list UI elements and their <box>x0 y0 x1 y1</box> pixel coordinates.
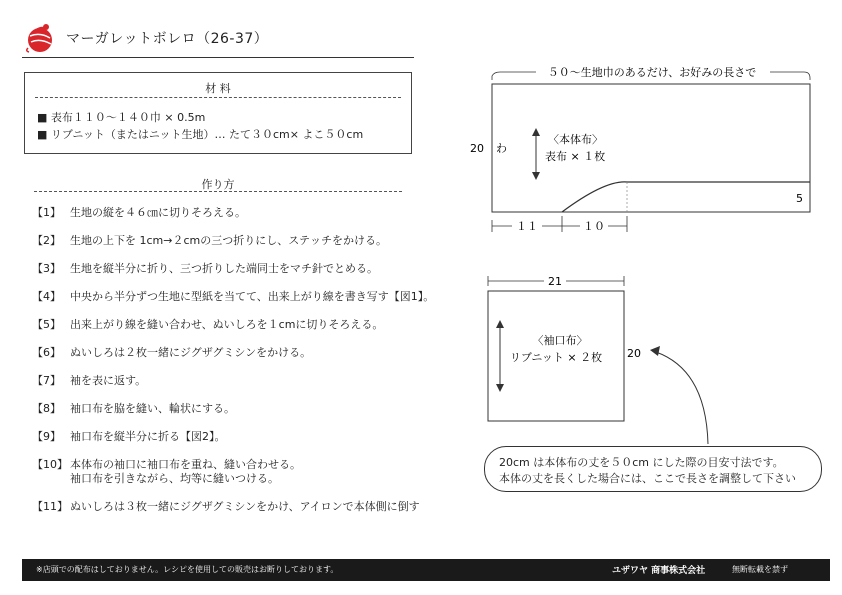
step-text: 出来上がり線を縫い合わせ、ぬいしろを１cmに切りそろえる。 <box>70 318 384 331</box>
materials-heading: 材 料 <box>205 82 231 95</box>
step-text: 生地を縦半分に折り、三つ折りした端同士をマチ針でとめる。 <box>70 262 378 275</box>
dim-right-label: 5 <box>796 192 803 205</box>
step-item <box>32 402 235 416</box>
cuff-height-label: 20 <box>627 347 641 360</box>
step-text: 中央から半分ずつ生地に型紙を当てて、出来上がり線を書き写す【図1】。 <box>70 290 435 303</box>
footer-copyright: 無断転載を禁ず <box>732 565 788 574</box>
step-text: 袖口布を脇を縫い、輪状にする。 <box>70 402 235 415</box>
materials-box <box>24 72 412 154</box>
width-dimension-line <box>770 72 810 80</box>
cuff-piece-diagram <box>488 275 708 444</box>
width-dimension-line <box>492 72 536 80</box>
fold-label: わ <box>496 142 507 155</box>
step-text: ぬいしろは２枚一緒にジグザグミシンをかける。 <box>70 346 312 359</box>
howto-heading: 作り方 <box>201 178 235 191</box>
step-text: 生地の縦を４６㎝に切りそろえる。 <box>70 206 246 219</box>
step-number: 【7】 <box>32 374 61 387</box>
step-item <box>32 206 246 220</box>
step-text: 袖を表に返す。 <box>70 374 147 387</box>
step-text-line: 本体布の袖口に袖口布を重ね、縫い合わせる。 <box>70 458 301 471</box>
step-text <box>70 458 301 486</box>
body-piece-name: 〈本体布〉 <box>548 133 603 146</box>
step-text-line: 袖口布を引きながら、均等に縫いつける。 <box>70 472 279 485</box>
body-piece-desc: 表布 × １枚 <box>545 150 606 163</box>
footer-company: ユザワヤ 商事株式会社 <box>612 566 706 576</box>
howto-divider <box>34 191 402 192</box>
body-height-label: 20 <box>470 142 484 155</box>
cuff-piece-desc: リブニット × ２枚 <box>509 351 603 364</box>
step-item <box>32 234 387 248</box>
step-number: 【11】 <box>32 500 68 513</box>
step-number: 【6】 <box>32 346 61 359</box>
footer-bar <box>22 559 830 581</box>
body-width-label: ５０〜生地巾のあるだけ、お好みの長さで <box>547 66 757 79</box>
step-item <box>32 346 311 360</box>
page-title: マーガレットボレロ（26-37） <box>66 31 269 47</box>
material-item: ■ 表布１１０〜１４０巾 × 0.5m <box>37 111 206 124</box>
step-number: 【8】 <box>32 402 61 415</box>
note-line: 20cm は本体布の丈を５０cm にした際の目安寸法です。 <box>499 456 784 469</box>
step-number: 【3】 <box>32 262 61 275</box>
materials-divider <box>35 97 401 98</box>
note-box <box>484 446 822 492</box>
step-item <box>32 290 434 304</box>
note-line: 本体の丈を長くした場合には、ここで長さを調整して下さい <box>499 472 796 485</box>
step-text: 袖口布を縦半分に折る【図2】。 <box>70 430 226 443</box>
dim-left-label: １１ <box>516 220 538 233</box>
material-item: ■ リブニット（またはニット生地）… たて３０cm× よこ５０cm <box>37 128 364 141</box>
step-item <box>32 262 378 276</box>
step-number: 【9】 <box>32 430 61 443</box>
step-number: 【4】 <box>32 290 61 303</box>
step-text: 生地の上下を 1cm→２cmの三つ折りにし、ステッチをかける。 <box>70 234 388 247</box>
body-piece-outline <box>492 84 810 212</box>
red-yarn-ball-logo <box>22 18 58 54</box>
step-item <box>32 500 420 514</box>
body-piece-diagram <box>470 65 810 233</box>
step-item <box>32 318 383 332</box>
armhole-curve <box>562 182 810 212</box>
step-number: 【5】 <box>32 318 61 331</box>
step-text: ぬいしろは３枚一緒にジグザグミシンをかけ、アイロンで本体側に倒す <box>70 500 420 513</box>
step-number: 【2】 <box>32 234 61 247</box>
cuff-piece-outline <box>488 291 624 421</box>
step-number: 【10】 <box>32 458 68 471</box>
step-item <box>32 374 146 388</box>
footer-note: ※店頭での配布はしておりません。レシピを使用しての販売はお断りしております。 <box>36 565 339 574</box>
dim-mid-label: １０ <box>583 220 605 233</box>
title-divider <box>22 57 414 58</box>
step-item <box>32 430 226 444</box>
cuff-width-label: 21 <box>548 275 562 288</box>
cuff-piece-name: 〈袖口布〉 <box>532 334 588 347</box>
step-item <box>32 458 301 486</box>
step-number: 【1】 <box>32 206 61 219</box>
